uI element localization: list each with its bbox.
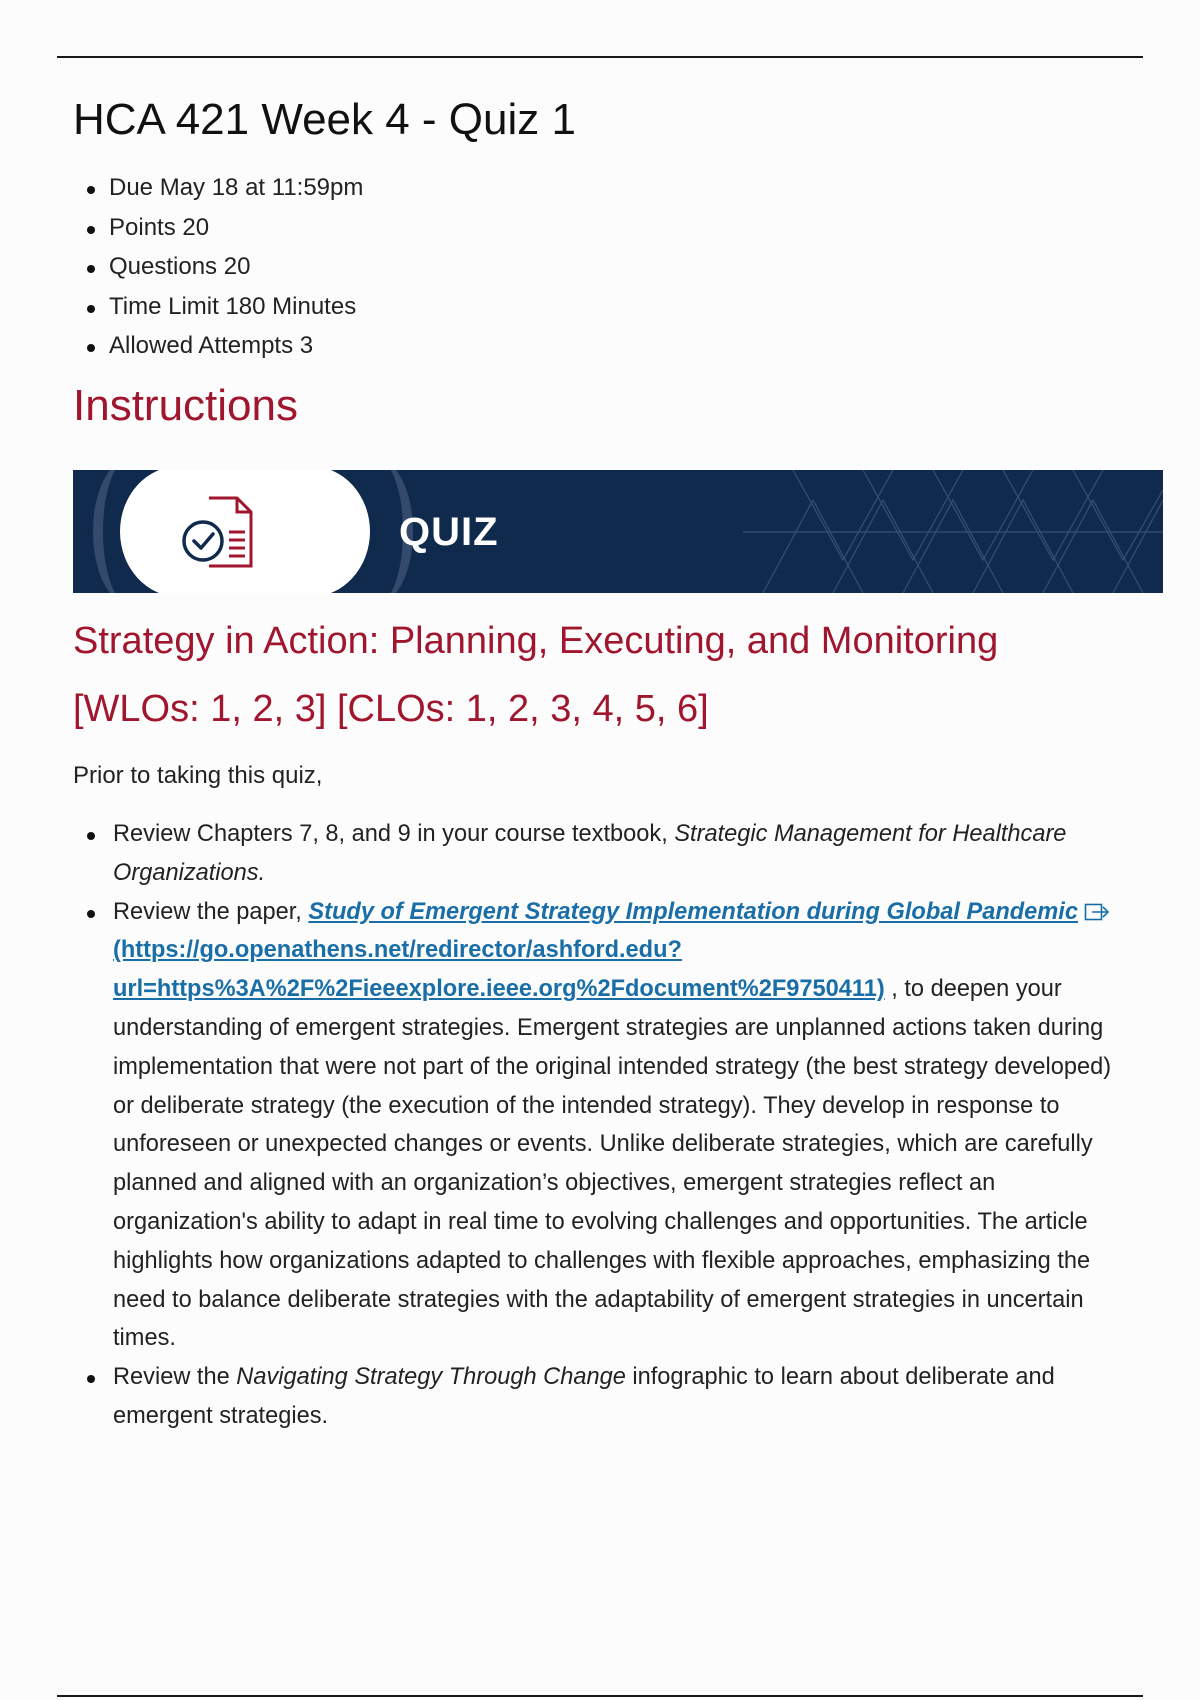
quiz-banner <box>73 470 1163 593</box>
paper-link[interactable]: Study of Emergent Strategy Implementation during Global Pandemic <box>308 898 1078 925</box>
review-chapters-text: Review Chapters 7, 8, and 9 in your course textbook, <box>113 821 675 847</box>
review-infographic-prefix: Review the <box>113 1364 237 1391</box>
review-item-infographic <box>73 1358 1133 1436</box>
section-title: Strategy in Action: Planning, Executing, and Monitoring <box>73 620 999 662</box>
review-paper-prefix: Review the paper, <box>113 898 309 925</box>
top-divider <box>57 56 1143 58</box>
review-infographic-suffix: infographic to learn about deliberate and emergent strategies. <box>113 1364 1055 1429</box>
learning-outcomes: [WLOs: 1, 2, 3] [CLOs: 1, 2, 3, 4, 5, 6] <box>73 688 709 730</box>
textbook-title: Strategic Management for Healthcare Organizations. <box>113 821 1067 886</box>
banner-quiz-label: QUIZ <box>399 510 499 554</box>
intro-text: Prior to taking this quiz, <box>73 762 323 789</box>
review-item-paper <box>73 893 1133 1359</box>
review-list <box>73 815 1133 1436</box>
page-title: HCA 421 Week 4 - Quiz 1 <box>73 95 576 144</box>
quiz-details-list <box>73 168 363 366</box>
allowed-attempts-item: Allowed Attempts 3 <box>73 326 363 366</box>
infographic-title: Navigating Strategy Through Change <box>236 1364 626 1391</box>
triangle-pattern-decoration <box>743 470 1163 593</box>
time-limit-item: Time Limit 180 Minutes <box>73 287 363 327</box>
review-item-chapters <box>73 815 1133 893</box>
points-item: Points 20 <box>73 208 363 248</box>
instructions-heading: Instructions <box>73 381 298 430</box>
bottom-divider <box>57 1695 1143 1697</box>
external-link-icon[interactable] <box>1084 902 1110 922</box>
due-date-item: Due May 18 at 11:59pm <box>73 168 363 208</box>
paper-url-link[interactable]: (https://go.openathens.net/redirector/ashford.edu?url=https%3A%2F%2Fieeexplore.ieee.org%2Fdocument%2F9750411) <box>113 937 885 1003</box>
questions-item: Questions 20 <box>73 247 363 287</box>
quiz-document-checkmark-icon <box>173 490 263 574</box>
review-paper-description: , to deepen your understanding of emergent strategies. Emergent strategies are unplanned actions taken during implementation that were not part of the original intended strategy (the best strategy developed) or deliberate strategy (the execution of the intended strategy). They develop in response to unforeseen or unexpected changes or events. Unlike deliberate strategies, which are carefully planned and aligned with an organization’s objectives, emergent strategies reflect an organization's ability to adapt in real time to evolving challenges and opportunities. The article highlights how organizations adapted to challenges with flexible approaches, emphasizing the need to balance deliberate strategies with the adaptability of emergent strategies in uncertain times. <box>113 976 1112 1352</box>
